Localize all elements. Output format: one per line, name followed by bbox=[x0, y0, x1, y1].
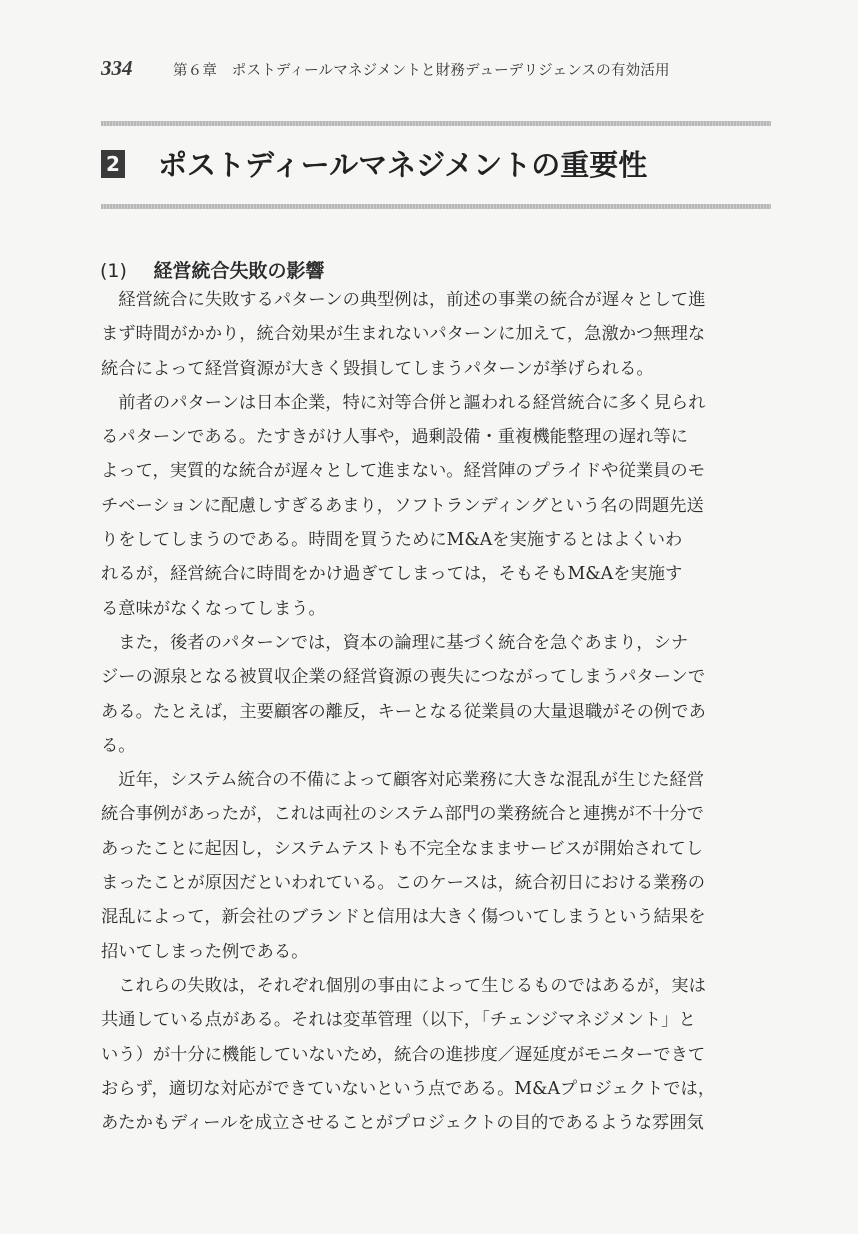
text-line: る意味がなくなってしまう。 bbox=[101, 598, 326, 619]
text-line: また，後者のパターンでは，資本の論理に基づく統合を急ぐあまり，シナ bbox=[101, 632, 689, 653]
text-line: まず時間がかかり，統合効果が生まれないパターンに加えて，急激かつ無理な bbox=[101, 324, 706, 345]
subsection-number: (1) bbox=[100, 260, 127, 282]
text-line: りをしてしまうのである。時間を買うためにM&Aを実施するとはよくいわ bbox=[101, 530, 683, 551]
section-heading bbox=[101, 145, 781, 189]
text-line: る。 bbox=[101, 735, 136, 756]
text-line: 前者のパターンは日本企業，特に対等合併と謳われる経営統合に多く見られ bbox=[101, 392, 706, 413]
text-line: まったことが原因だといわれている。このケースは，統合初日における業務の bbox=[101, 873, 705, 894]
text-line: あったことに起因し，システムテストも不完全なままサービスが開始されてし bbox=[101, 838, 703, 859]
text-line: おらず，適切な対応ができていないという点である。M&Aプロジェクトでは， bbox=[101, 1078, 716, 1099]
text-line: 招いてしまった例である。 bbox=[101, 941, 309, 962]
subsection-heading bbox=[100, 257, 325, 285]
text-line: チベーションに配慮しすぎるあまり，ソフトランディングという名の問題先送 bbox=[101, 495, 704, 516]
text-line: ある。たとえば，主要顧客の離反，キーとなる従業員の大量退職がその例であ bbox=[101, 701, 706, 722]
text-line: よって，実質的な統合が遅々として進まない。経営陣のプライドや従業員のモ bbox=[101, 461, 705, 482]
page-number: 334 bbox=[101, 56, 133, 80]
running-head bbox=[101, 56, 781, 86]
subsection-title: 経営統合失敗の影響 bbox=[153, 260, 325, 282]
text-line: 共通している点がある。それは変革管理（以下，「チェンジマネジメント」と bbox=[101, 1010, 696, 1031]
text-line: これらの失敗は，それぞれ個別の事由によって生じるものではあるが，実は bbox=[101, 975, 706, 996]
text-line: れるが，経営統合に時間をかけ過ぎてしまっては，そもそもM&Aを実施す bbox=[101, 564, 683, 585]
text-line: いう）が十分に機能していないため，統合の進捗度／遅延度がモニターできて bbox=[101, 1044, 706, 1065]
chapter-title: 第６章 ポストディールマネジメントと財務デューデリジェンスの有効活用 bbox=[173, 63, 670, 79]
text-line: 統合によって経営資源が大きく毀損してしまうパターンが挙げられる。 bbox=[101, 358, 654, 379]
text-line: るパターンである。たすきがけ人事や，過剰設備・重複機能整理の遅れ等に bbox=[101, 427, 688, 448]
body-text bbox=[101, 283, 773, 1140]
text-line: あたかもディールを成立させることがプロジェクトの目的であるような雰囲気 bbox=[101, 1113, 704, 1134]
text-line: 統合事例があったが，これは両社のシステム部門の業務統合と連携が不十分で bbox=[101, 804, 704, 825]
text-line: ジーの源泉となる被買収企業の経営資源の喪失につながってしまうパターンで bbox=[101, 667, 706, 688]
section-title: ポストディールマネジメントの重要性 bbox=[158, 148, 648, 182]
text-line: 経営統合に失敗するパターンの典型例は，前述の事業の統合が遅々として進 bbox=[101, 290, 706, 310]
heading-rule-top bbox=[101, 121, 771, 126]
text-line: 混乱によって，新会社のブランドと信用は大きく傷ついてしまうという結果を bbox=[101, 907, 706, 928]
text-line: 近年，システム統合の不備によって顧客対応業務に大きな混乱が生じた経営 bbox=[101, 770, 705, 791]
section-number-badge: 2 bbox=[101, 150, 125, 178]
heading-rule-bottom bbox=[101, 204, 771, 209]
